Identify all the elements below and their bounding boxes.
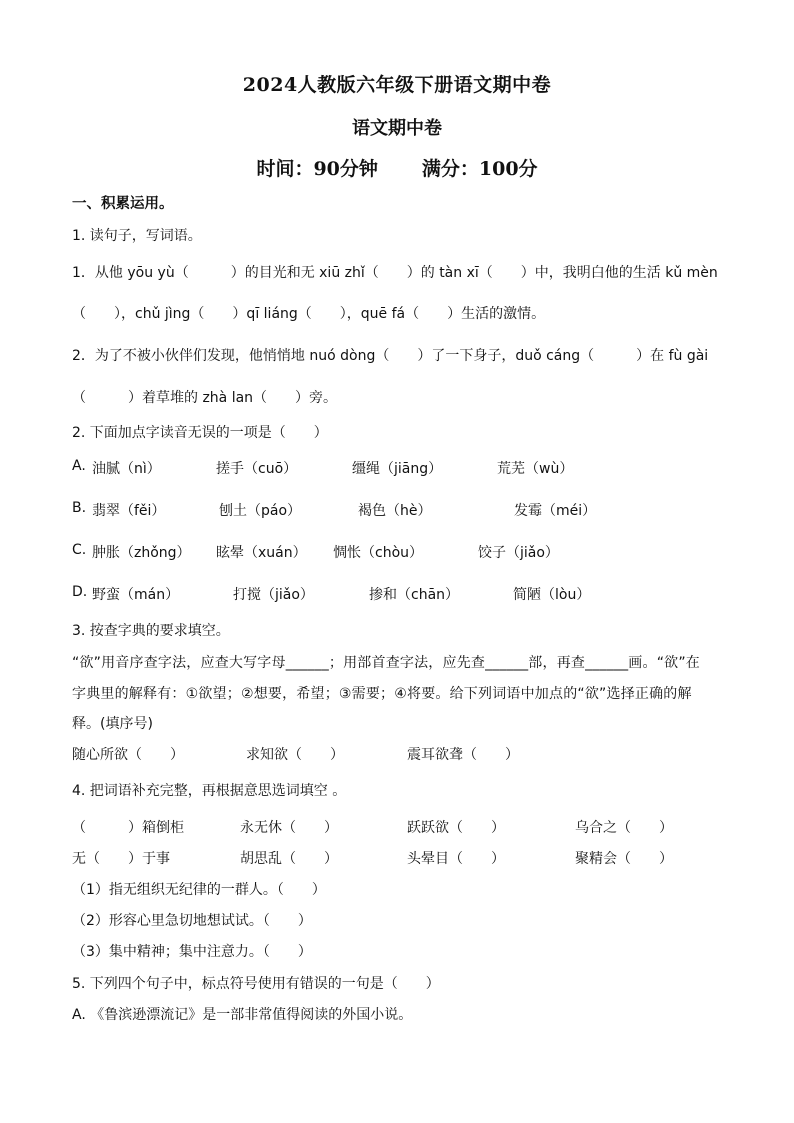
q2-option-label: D. xyxy=(72,584,88,600)
q1-sentence-1-line-2: （ ），chǔ jìng（ ）qī liáng（ ），quē fá（ ）生活的激情。 xyxy=(72,306,546,322)
q4-word: 跃跃欲（ ） xyxy=(407,820,505,836)
q1-sentence-1-line-1: 1．从他 yōu yù（ ）的目光和无 xiū zhǐ（ ）的 tàn xī（ ）中，我明白他的生活 kǔ mèn xyxy=(72,265,718,281)
q2-option-item: 惆怅（chòu） xyxy=(333,545,424,561)
question-2-prompt: 2. 下面加点字读音无误的一项是（ ） xyxy=(72,425,328,441)
q4-subquestion: （3）集中精神；集中注意力。（ ） xyxy=(72,944,312,960)
q2-option-item: 野蛮（mán） xyxy=(92,587,180,603)
q3-paragraph-line-1: “欲”用音序查字法，应查大写字母______；用部首查字法，应先查______部，再查______画。“欲”在 xyxy=(72,655,701,671)
q2-option-label: A. xyxy=(72,458,86,474)
question-5-prompt: 5. 下列四个句子中，标点符号使用有错误的一句是（ ） xyxy=(72,976,440,992)
exam-subtitle: 语文期中卷 xyxy=(352,118,442,139)
exam-score: 满分：100分 xyxy=(421,158,538,180)
q3-item: 求知欲（ ） xyxy=(246,747,344,763)
q2-option-item: 简陋（lòu） xyxy=(513,587,591,603)
q1-sentence-2-line-1: 2．为了不被小伙伴们发现，他悄悄地 nuó dòng（ ）了一下身子，duǒ cáng（ ）在 fù gài xyxy=(72,348,709,364)
q2-option-item: 荒芜（wù） xyxy=(497,461,574,477)
q3-paragraph-line-3: 释。(填序号) xyxy=(72,716,153,732)
q2-option-label: B. xyxy=(72,500,87,516)
exam-meta xyxy=(0,154,794,181)
q4-subquestion: （2）形容心里急切地想试试。（ ） xyxy=(72,913,312,929)
question-4-prompt: 4. 把词语补充完整，再根据意思选词填空 。 xyxy=(72,783,347,799)
q2-option-item: 掺和（chān） xyxy=(369,587,460,603)
q2-option-item: 褐色（hè） xyxy=(358,503,432,519)
q2-option-item: 打搅（jiǎo） xyxy=(233,587,314,603)
q2-option-item: 刨土（páo） xyxy=(219,503,302,519)
q2-option-item: 肿胀（zhǒng） xyxy=(92,545,191,561)
q1-sentence-2-line-2: （ ）着草堆的 zhà lan（ ）旁。 xyxy=(72,390,338,406)
q4-word: 乌合之（ ） xyxy=(575,820,673,836)
q4-word: 聚精会（ ） xyxy=(575,851,673,867)
q3-paragraph-line-2: 字典里的解释有：①欲望；②想要，希望；③需要；④将要。给下列词语中加点的“欲”选择正确的解 xyxy=(72,686,692,702)
q2-option-item: 搓手（cuō） xyxy=(216,461,298,477)
question-3-prompt: 3. 按查字典的要求填空。 xyxy=(72,623,230,639)
q4-word: 头晕目（ ） xyxy=(407,851,505,867)
q4-word: （ ）箱倒柜 xyxy=(72,820,184,836)
q2-option-item: 缰绳（jiāng） xyxy=(352,461,443,477)
q2-option-item: 翡翠（fěi） xyxy=(92,503,166,519)
q2-option-item: 油腻（nì） xyxy=(92,461,161,477)
q5-option-a: A. 《鲁滨逊漂流记》是一部非常值得阅读的外国小说。 xyxy=(72,1007,413,1023)
q4-word: 胡思乱（ ） xyxy=(240,851,338,867)
q2-option-item: 眩晕（xuán） xyxy=(216,545,307,561)
q4-subquestion: （1）指无组织无纪律的一群人。（ ） xyxy=(72,882,326,898)
exam-title: 2024人教版六年级下册语文期中卷 xyxy=(242,74,552,96)
q2-option-label: C. xyxy=(72,542,87,558)
q3-item: 震耳欲聋（ ） xyxy=(407,747,519,763)
q3-item: 随心所欲（ ） xyxy=(72,747,184,763)
question-1-prompt: 1. 读句子，写词语。 xyxy=(72,228,202,244)
q4-word: 永无休（ ） xyxy=(240,820,338,836)
exam-time: 时间：90分钟 xyxy=(256,158,378,180)
section-heading: 一、积累运用。 xyxy=(72,195,174,212)
q2-option-item: 饺子（jiǎo） xyxy=(478,545,559,561)
q2-option-item: 发霉（méi） xyxy=(514,503,597,519)
q4-word: 无（ ）于事 xyxy=(72,851,170,867)
